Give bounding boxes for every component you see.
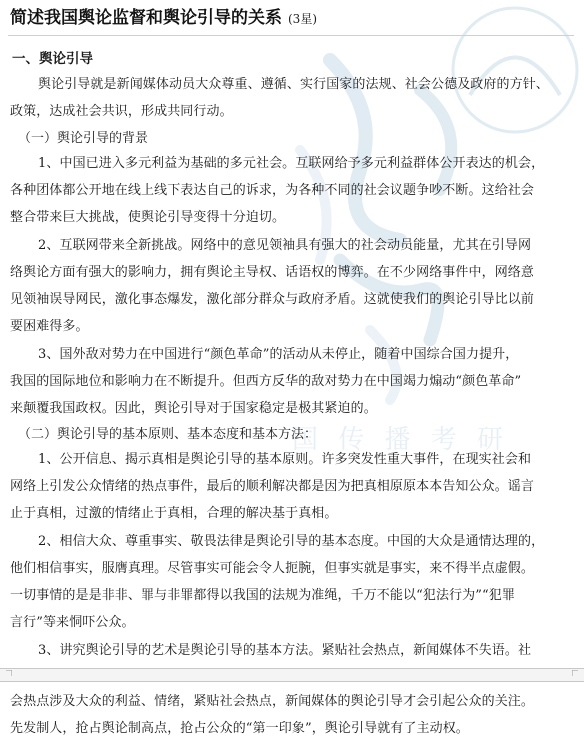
difficulty-rating: (3星) [288,12,317,26]
text-line: 络舆论方面有强大的影响力，拥有舆论主导权、话语权的博弈。在不少网络事件中，网络意 [10,265,535,280]
watermark-text: 国 传 播 考 研 [292,425,510,455]
text-line: 各种团体都公开地在线上线下表达自己的诉求，为各种不同的社会议题争吵不断。这给社会 [10,183,535,198]
page-break [0,668,584,680]
text-line: 言行”等来恫吓公众。 [10,615,135,630]
text-line: 我国的国际地位和影响力在不断提升。但西方反华的敌对势力在中国竭力煽动“颜色革命” [10,374,522,389]
text-line: 政策，达成社会共识，形成共同行动。 [10,104,233,119]
intro-paragraph [10,71,572,125]
text-line: 会热点涉及大众的利益、情绪，紧贴社会热点，新闻媒体的舆论引导才会引起公众的关注。 [10,694,535,709]
text-line: 要困难得多。 [10,319,89,334]
title-divider [8,35,574,36]
text-line: 网络上引发公众情绪的热点事件，最后的顺利解决都是因为把真相原原本本告知公众。谣言 [10,479,535,494]
text-line: 1、中国已进入多元利益为基础的多元社会。互联网给予多元利益群体公开表达的机会， [38,156,545,171]
text-line: 一切事情的是是非非、罪与非罪都得以我国的法规为准绳，千万不能以“犯法行为”“犯罪 [10,588,515,603]
text-line: 止于真相，过激的情绪止于真相，合理的解决基于真相。 [10,506,338,521]
text-line: 他们相信事实，服膺真理。尽管事实可能会令人扼腕，但事实就是事实，来不得半点虚假。 [10,561,535,576]
title-text: 简述我国舆论监督和舆论引导的关系 [10,8,282,28]
paragraph-4 [10,446,572,527]
paragraph-3 [10,341,572,422]
page-corner-mark-left [6,670,12,676]
subheading-principles: （二）舆论引导的基本原则、基本态度和基本方法： [18,427,318,442]
text-line: 3、讲究舆论引导的艺术是舆论引导的基本方法。紧贴社会热点，新闻媒体不失语。社 [38,643,532,658]
paragraph-1 [10,150,572,231]
page-title [10,4,317,33]
paragraph-7 [10,688,572,742]
text-line: 整合带来巨大挑战，使舆论引导变得十分迫切。 [10,210,286,225]
text-line: 3、国外敌对势力在中国进行“颜色革命”的活动从未停止，随着中国综合国力提升， [38,347,519,362]
page-gap [0,668,584,682]
text-line: 1、公开信息、揭示真相是舆论引导的基本原则。许多突发性重大事件，在现实社会和 [38,452,532,467]
text-line: 2、相信大众、尊重事实、敬畏法律是舆论引导的基本态度。中国的大众是通情达理的， [38,534,545,549]
paragraph-6 [10,637,572,664]
text-line: 先发制人，抢占舆论制高点，抢占公众的“第一印象”，舆论引导就有了主动权。 [10,721,469,736]
subheading-background: （一）舆论引导的背景 [18,131,149,146]
text-line: 来颠覆我国政权。因此，舆论引导对于国家稳定是极其紧迫的。 [10,401,377,416]
text-line: 2、互联网带来全新挑战。网络中的意见领袖具有强大的社会动员能量，尤其在引导网 [38,238,532,253]
paragraph-2 [10,232,572,340]
page-corner-mark-right [572,670,578,676]
text-line: 见领袖误导网民，激化事态爆发，激化部分群众与政府矛盾。这就使我们的舆论引导比以前 [10,292,535,307]
paragraph-5 [10,528,572,636]
section-heading-public-opinion-guidance: 一、舆论引导 [12,51,93,67]
text-line: 舆论引导就是新闻媒体动员大众尊重、遵循、实行国家的法规、社会公德及政府的方针、 [38,77,549,92]
